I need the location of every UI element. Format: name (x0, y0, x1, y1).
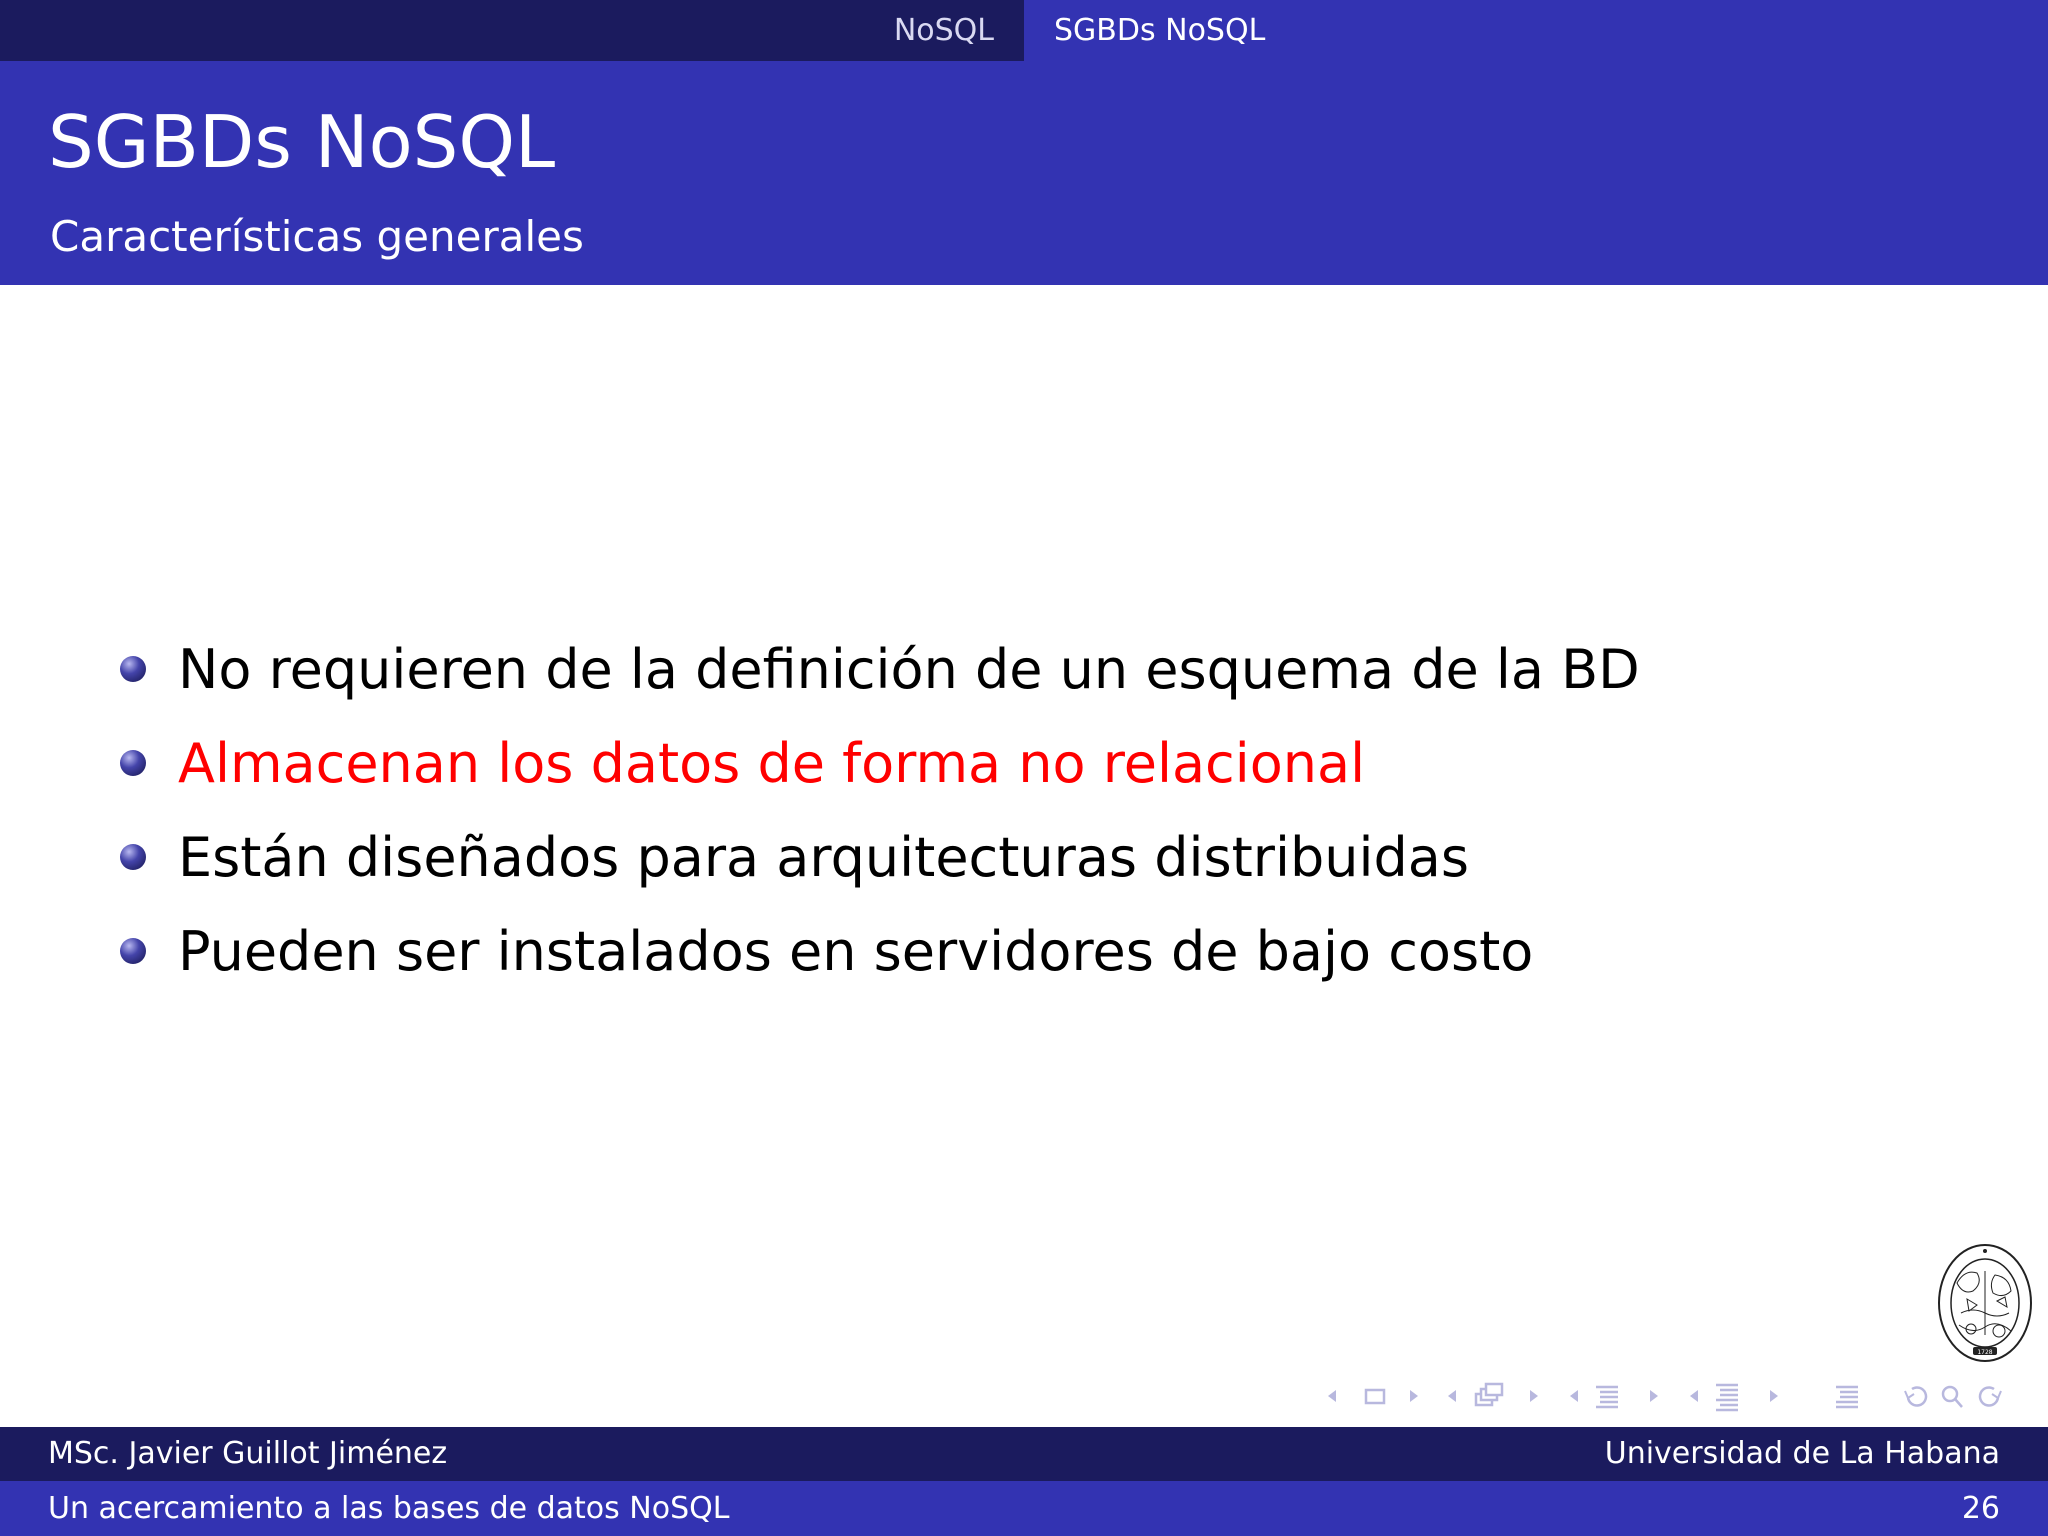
presentation-icon[interactable] (1716, 1385, 1738, 1410)
appendix-icon[interactable] (1836, 1387, 1858, 1407)
bullet-text: Están diseñados para arquitecturas distribuidas (178, 825, 1470, 889)
frame-icon[interactable] (1366, 1390, 1384, 1403)
section-navigation-bar (0, 0, 2048, 61)
next-section-icon[interactable] (1650, 1390, 1658, 1402)
section-navigation-left (0, 0, 1024, 61)
bullet-text: No requieren de la definición de un esquema de la BD (178, 637, 1640, 701)
next-subsection-icon[interactable] (1530, 1390, 1538, 1402)
frame-title-band (0, 61, 2048, 285)
bullet-ball-icon (120, 938, 146, 964)
bullet-item (120, 904, 1640, 998)
subsection-icon[interactable] (1476, 1384, 1502, 1405)
next-presentation-icon[interactable] (1770, 1390, 1778, 1402)
next-frame-icon[interactable] (1410, 1390, 1418, 1402)
bullet-ball-icon (120, 844, 146, 870)
footer-title-bar (0, 1481, 2048, 1536)
university-seal-logo (1937, 1243, 2033, 1363)
footer-page-number: 26 (1961, 1491, 2000, 1526)
search-icon[interactable] (1943, 1387, 1962, 1407)
nav-section-nosql[interactable]: NoSQL (893, 13, 994, 48)
bullet-item (120, 810, 1640, 904)
bullet-text: Pueden ser instalados en servidores de bajo costo (178, 919, 1534, 983)
frame-subtitle: Características generales (50, 212, 584, 261)
section-icon[interactable] (1596, 1387, 1618, 1407)
section-navigation-right (1024, 0, 2048, 61)
prev-subsection-icon[interactable] (1448, 1390, 1456, 1402)
bullet-text: Almacenan los datos de forma no relacional (178, 731, 1366, 795)
footer-author: MSc. Javier Guillot Jiménez (48, 1436, 448, 1471)
prev-presentation-icon[interactable] (1690, 1390, 1698, 1402)
bullet-ball-icon (120, 750, 146, 776)
svg-text:1728: 1728 (1977, 1349, 1993, 1356)
back-icon[interactable] (1905, 1387, 1926, 1405)
frame-title: SGBDs NoSQL (48, 100, 556, 184)
bullet-ball-icon (120, 656, 146, 682)
prev-frame-icon[interactable] (1328, 1390, 1336, 1402)
footer-institution: Universidad de La Habana (1604, 1436, 2000, 1471)
footer-author-bar (0, 1427, 2048, 1481)
nav-section-sgbds-nosql[interactable]: SGBDs NoSQL (1054, 13, 1266, 48)
prev-section-icon[interactable] (1570, 1390, 1578, 1402)
bullet-list (120, 622, 1640, 998)
bullet-item (120, 622, 1640, 716)
forward-icon[interactable] (1980, 1387, 2001, 1405)
navigation-symbols (1322, 1379, 2032, 1413)
bullet-item-highlighted (120, 716, 1640, 810)
footer-talk-title: Un acercamiento a las bases de datos NoSQL (48, 1491, 730, 1526)
